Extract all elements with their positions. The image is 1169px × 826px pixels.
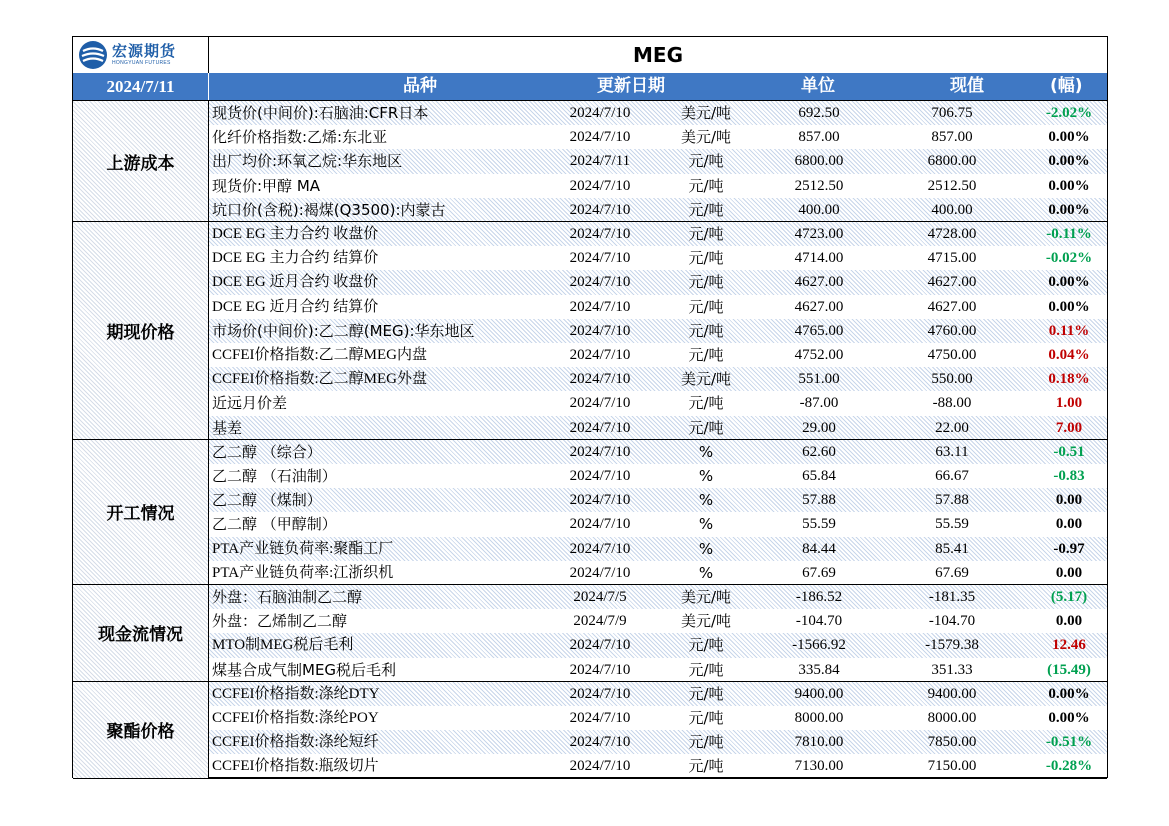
table-row — [209, 101, 1107, 125]
update-date: 2024/7/10 — [569, 322, 631, 339]
table-row — [209, 174, 1107, 198]
update-date: 2024/7/10 — [569, 226, 631, 242]
previous-value: 335.84 — [798, 661, 840, 678]
unit: 美元/吨 — [680, 128, 732, 147]
item-name: 乙二醇 （甲醇制） — [212, 515, 337, 534]
update-date: 2024/7/10 — [569, 395, 631, 412]
category-label: 开工情况 — [73, 440, 209, 585]
unit: 元/吨 — [688, 636, 724, 655]
change-value: 0.00% — [1048, 153, 1090, 170]
current-value: 9400.00 — [927, 685, 977, 702]
category-label: 期现价格 — [73, 222, 209, 440]
previous-value: 65.84 — [802, 468, 836, 484]
item-name: CCFEI价格指数:瓶级切片 — [212, 758, 379, 775]
change-value: 0.11% — [1048, 322, 1090, 339]
change-value: -0.11% — [1046, 226, 1092, 242]
change-value: 0.00% — [1048, 685, 1090, 702]
item-name: 现货价(中间价):石脑油:CFR日本 — [212, 104, 429, 122]
change-value: 0.04% — [1048, 347, 1090, 363]
category-label: 现金流情况 — [73, 585, 209, 682]
change-value: 0.00 — [1055, 516, 1083, 533]
unit: 元/吨 — [688, 733, 724, 752]
item-name: 坑口价(含税):褐煤(Q3500):内蒙古 — [212, 200, 446, 219]
current-value: 4760.00 — [927, 322, 977, 339]
current-value: 4750.00 — [927, 347, 977, 363]
update-date: 2024/7/10 — [569, 419, 631, 436]
update-date: 2024/7/10 — [569, 734, 631, 751]
previous-value: 4714.00 — [794, 250, 844, 267]
current-value: 67.69 — [935, 564, 969, 581]
unit: % — [698, 491, 714, 510]
change-value: 0.00% — [1048, 201, 1090, 218]
table-row — [209, 295, 1107, 319]
header-update-date: 更新日期 — [597, 76, 665, 96]
previous-value: 57.88 — [802, 492, 836, 509]
table-row — [209, 246, 1107, 270]
unit: 元/吨 — [688, 249, 724, 268]
update-date: 2024/7/11 — [569, 153, 631, 170]
report-sheet — [72, 36, 1108, 778]
previous-value: 29.00 — [802, 419, 836, 436]
header-report-date: 2024/7/11 — [73, 73, 209, 100]
item-name: 现货价:甲醇 MA — [212, 176, 321, 195]
unit: 美元/吨 — [680, 588, 732, 606]
update-date: 2024/7/10 — [569, 347, 631, 363]
previous-value: 4723.00 — [794, 226, 844, 242]
table-row — [209, 633, 1107, 657]
table-row — [209, 440, 1107, 464]
item-name: 化纤价格指数:乙烯:东北亚 — [212, 128, 388, 147]
logo-english-name: HONGYUAN FUTURES — [112, 60, 171, 66]
table-row — [209, 585, 1107, 609]
update-date: 2024/7/10 — [569, 468, 631, 484]
unit: 元/吨 — [688, 321, 724, 340]
item-name: 外盘：乙烯制乙二醇 — [212, 612, 348, 631]
table-row — [209, 343, 1107, 367]
table-row — [209, 682, 1107, 706]
change-value: 0.00 — [1055, 492, 1083, 509]
change-value: 1.00 — [1055, 395, 1083, 412]
previous-value: 84.44 — [802, 540, 836, 557]
previous-value: 400.00 — [798, 201, 840, 218]
update-date: 2024/7/10 — [569, 685, 631, 702]
table-row — [209, 319, 1107, 343]
change-value: (15.49) — [1047, 661, 1091, 678]
item-name: DCE EG 近月合约 结算价 — [212, 298, 379, 315]
unit: 元/吨 — [688, 297, 724, 316]
table-row — [209, 488, 1107, 512]
change-value: 0.00% — [1048, 298, 1090, 315]
item-name: CCFEI价格指数:乙二醇MEG内盘 — [212, 347, 428, 363]
update-date: 2024/7/10 — [569, 371, 631, 388]
table-row — [209, 537, 1107, 561]
change-value: 0.00% — [1048, 710, 1090, 726]
current-value: 7150.00 — [927, 758, 977, 775]
change-value: -0.28% — [1045, 758, 1093, 775]
item-name: DCE EG 主力合约 结算价 — [212, 250, 379, 267]
category-label: 上游成本 — [73, 101, 209, 222]
previous-value: 67.69 — [802, 564, 836, 581]
previous-value: 4752.00 — [794, 347, 844, 363]
table-row — [209, 125, 1107, 149]
table-row — [209, 391, 1107, 415]
current-value: 6800.00 — [927, 153, 977, 170]
previous-value: 857.00 — [798, 129, 840, 146]
previous-value: 6800.00 — [794, 153, 844, 170]
item-name: DCE EG 近月合约 收盘价 — [212, 274, 379, 291]
previous-value: -87.00 — [799, 395, 839, 412]
unit: 元/吨 — [688, 273, 724, 292]
current-value: 7850.00 — [927, 734, 977, 751]
header-current: 现值 — [950, 76, 984, 96]
change-value: 7.00 — [1055, 419, 1083, 436]
previous-value: 9400.00 — [794, 685, 844, 702]
item-name: 乙二醇 （综合） — [212, 442, 322, 461]
change-value: 0.18% — [1048, 371, 1090, 388]
previous-value: -186.52 — [795, 589, 843, 605]
current-value: -181.35 — [928, 589, 976, 605]
unit: 元/吨 — [688, 757, 724, 776]
table-header — [73, 73, 1107, 101]
previous-value: 62.60 — [802, 443, 836, 460]
previous-value: 4627.00 — [794, 298, 844, 315]
change-value: 0.00% — [1048, 129, 1090, 146]
unit: 元/吨 — [688, 176, 724, 195]
unit: % — [698, 563, 714, 582]
change-value: (5.17) — [1050, 589, 1088, 605]
change-value: -2.02% — [1045, 105, 1093, 121]
current-value: 63.11 — [935, 443, 969, 460]
item-name: 市场价(中间价):乙二醇(MEG):华东地区 — [212, 321, 475, 340]
item-name: MTO制MEG税后毛利 — [212, 637, 354, 654]
current-value: 4627.00 — [927, 298, 977, 315]
page-title: MEG — [633, 43, 683, 67]
current-value: 4715.00 — [927, 250, 977, 267]
unit: 元/吨 — [688, 684, 724, 703]
item-name: CCFEI价格指数:乙二醇MEG外盘 — [212, 371, 428, 388]
item-name: PTA产业链负荷率:江浙织机 — [212, 564, 394, 581]
update-date: 2024/7/10 — [569, 492, 631, 509]
change-value: -0.97 — [1053, 540, 1085, 557]
update-date: 2024/7/5 — [573, 589, 627, 605]
current-value: -88.00 — [932, 395, 972, 412]
table-row — [209, 754, 1107, 778]
header-change: (幅) — [1050, 76, 1083, 96]
change-value: 12.46 — [1052, 637, 1086, 654]
update-date: 2024/7/10 — [569, 564, 631, 581]
change-value: -0.02% — [1045, 250, 1093, 267]
unit: 元/吨 — [688, 200, 724, 219]
item-name: CCFEI价格指数:涤纶DTY — [212, 685, 380, 702]
item-name: 基差 — [212, 418, 243, 437]
previous-value: 4765.00 — [794, 322, 844, 339]
update-date: 2024/7/10 — [569, 637, 631, 654]
unit: % — [698, 467, 714, 485]
current-value: 4627.00 — [927, 274, 977, 291]
table-row — [209, 658, 1107, 682]
table-row — [209, 367, 1107, 391]
table-row — [209, 464, 1107, 488]
table-row — [209, 609, 1107, 633]
update-date: 2024/7/10 — [569, 250, 631, 267]
unit: 元/吨 — [688, 418, 724, 437]
table-row — [209, 270, 1107, 294]
update-date: 2024/7/10 — [569, 298, 631, 315]
item-name: CCFEI价格指数:涤纶短纤 — [212, 734, 379, 751]
previous-value: -1566.92 — [792, 637, 846, 654]
current-value: 706.75 — [931, 105, 973, 121]
unit: 元/吨 — [688, 394, 724, 413]
update-date: 2024/7/10 — [569, 540, 631, 557]
update-date: 2024/7/10 — [569, 105, 631, 121]
current-value: 4728.00 — [927, 226, 977, 242]
item-name: 近远月价差 — [212, 394, 288, 413]
unit: 元/吨 — [688, 225, 724, 243]
logo-chinese-name: 宏源期货 — [112, 42, 177, 60]
update-date: 2024/7/10 — [569, 710, 631, 726]
update-date: 2024/7/10 — [569, 274, 631, 291]
current-value: 2512.50 — [927, 177, 977, 194]
current-value: -104.70 — [928, 613, 976, 630]
unit: % — [698, 515, 714, 534]
current-value: 22.00 — [935, 419, 969, 436]
table-row — [209, 198, 1107, 222]
change-value: 0.00 — [1055, 613, 1083, 630]
update-date: 2024/7/9 — [573, 613, 627, 630]
item-name: PTA产业链负荷率:聚酯工厂 — [212, 540, 394, 557]
change-value: 0.00% — [1048, 274, 1090, 291]
previous-value: 55.59 — [802, 516, 836, 533]
update-date: 2024/7/10 — [569, 443, 631, 460]
title-bar — [73, 37, 1107, 74]
unit: 美元/吨 — [680, 104, 732, 122]
table-row — [209, 512, 1107, 536]
table-row — [209, 416, 1107, 440]
update-date: 2024/7/10 — [569, 177, 631, 194]
item-name: DCE EG 主力合约 收盘价 — [212, 226, 379, 242]
company-logo — [73, 37, 209, 73]
unit: % — [698, 442, 714, 461]
item-name: 乙二醇 （石油制） — [212, 467, 337, 485]
current-value: 400.00 — [931, 201, 973, 218]
table-row — [209, 222, 1107, 246]
previous-value: 8000.00 — [794, 710, 844, 726]
table-row — [209, 561, 1107, 585]
previous-value: -104.70 — [795, 613, 843, 630]
update-date: 2024/7/10 — [569, 758, 631, 775]
category-label: 聚酯价格 — [73, 682, 209, 779]
change-value: 0.00% — [1048, 177, 1090, 194]
update-date: 2024/7/10 — [569, 201, 631, 218]
unit: 元/吨 — [688, 660, 724, 679]
current-value: 85.41 — [935, 540, 969, 557]
item-name: 出厂均价:环氧乙烷:华东地区 — [212, 152, 403, 171]
hongyuan-logo-icon — [78, 40, 108, 70]
unit: % — [698, 539, 714, 558]
unit: 元/吨 — [688, 152, 724, 171]
unit: 美元/吨 — [680, 370, 732, 389]
current-value: 550.00 — [931, 371, 973, 388]
header-unit: 单位 — [801, 76, 835, 96]
previous-value: 4627.00 — [794, 274, 844, 291]
previous-value: 7810.00 — [794, 734, 844, 751]
previous-value: 2512.50 — [794, 177, 844, 194]
item-name: 外盘：石脑油制乙二醇 — [212, 588, 363, 606]
unit: 元/吨 — [688, 346, 724, 364]
previous-value: 692.50 — [798, 105, 840, 121]
change-value: 0.00 — [1055, 564, 1083, 581]
update-date: 2024/7/10 — [569, 129, 631, 146]
change-value: -0.83 — [1053, 468, 1085, 484]
previous-value: 7130.00 — [794, 758, 844, 775]
change-value: -0.51% — [1045, 734, 1093, 751]
current-value: 857.00 — [931, 129, 973, 146]
current-value: -1579.38 — [925, 637, 979, 654]
item-name: CCFEI价格指数:涤纶POY — [212, 710, 379, 726]
item-name: 乙二醇 （煤制） — [212, 491, 322, 510]
update-date: 2024/7/10 — [569, 516, 631, 533]
update-date: 2024/7/10 — [569, 661, 631, 678]
header-name: 品种 — [403, 76, 437, 96]
current-value: 55.59 — [935, 516, 969, 533]
current-value: 57.88 — [935, 492, 969, 509]
table-row — [209, 706, 1107, 730]
item-name: 煤基合成气制MEG税后毛利 — [212, 660, 397, 679]
current-value: 8000.00 — [927, 710, 977, 726]
unit: 元/吨 — [688, 709, 724, 727]
current-value: 66.67 — [935, 468, 969, 484]
change-value: -0.51 — [1053, 443, 1085, 460]
unit: 美元/吨 — [680, 612, 732, 631]
current-value: 351.33 — [931, 661, 973, 678]
previous-value: 551.00 — [798, 371, 840, 388]
table-row — [209, 730, 1107, 754]
table-row — [209, 149, 1107, 173]
